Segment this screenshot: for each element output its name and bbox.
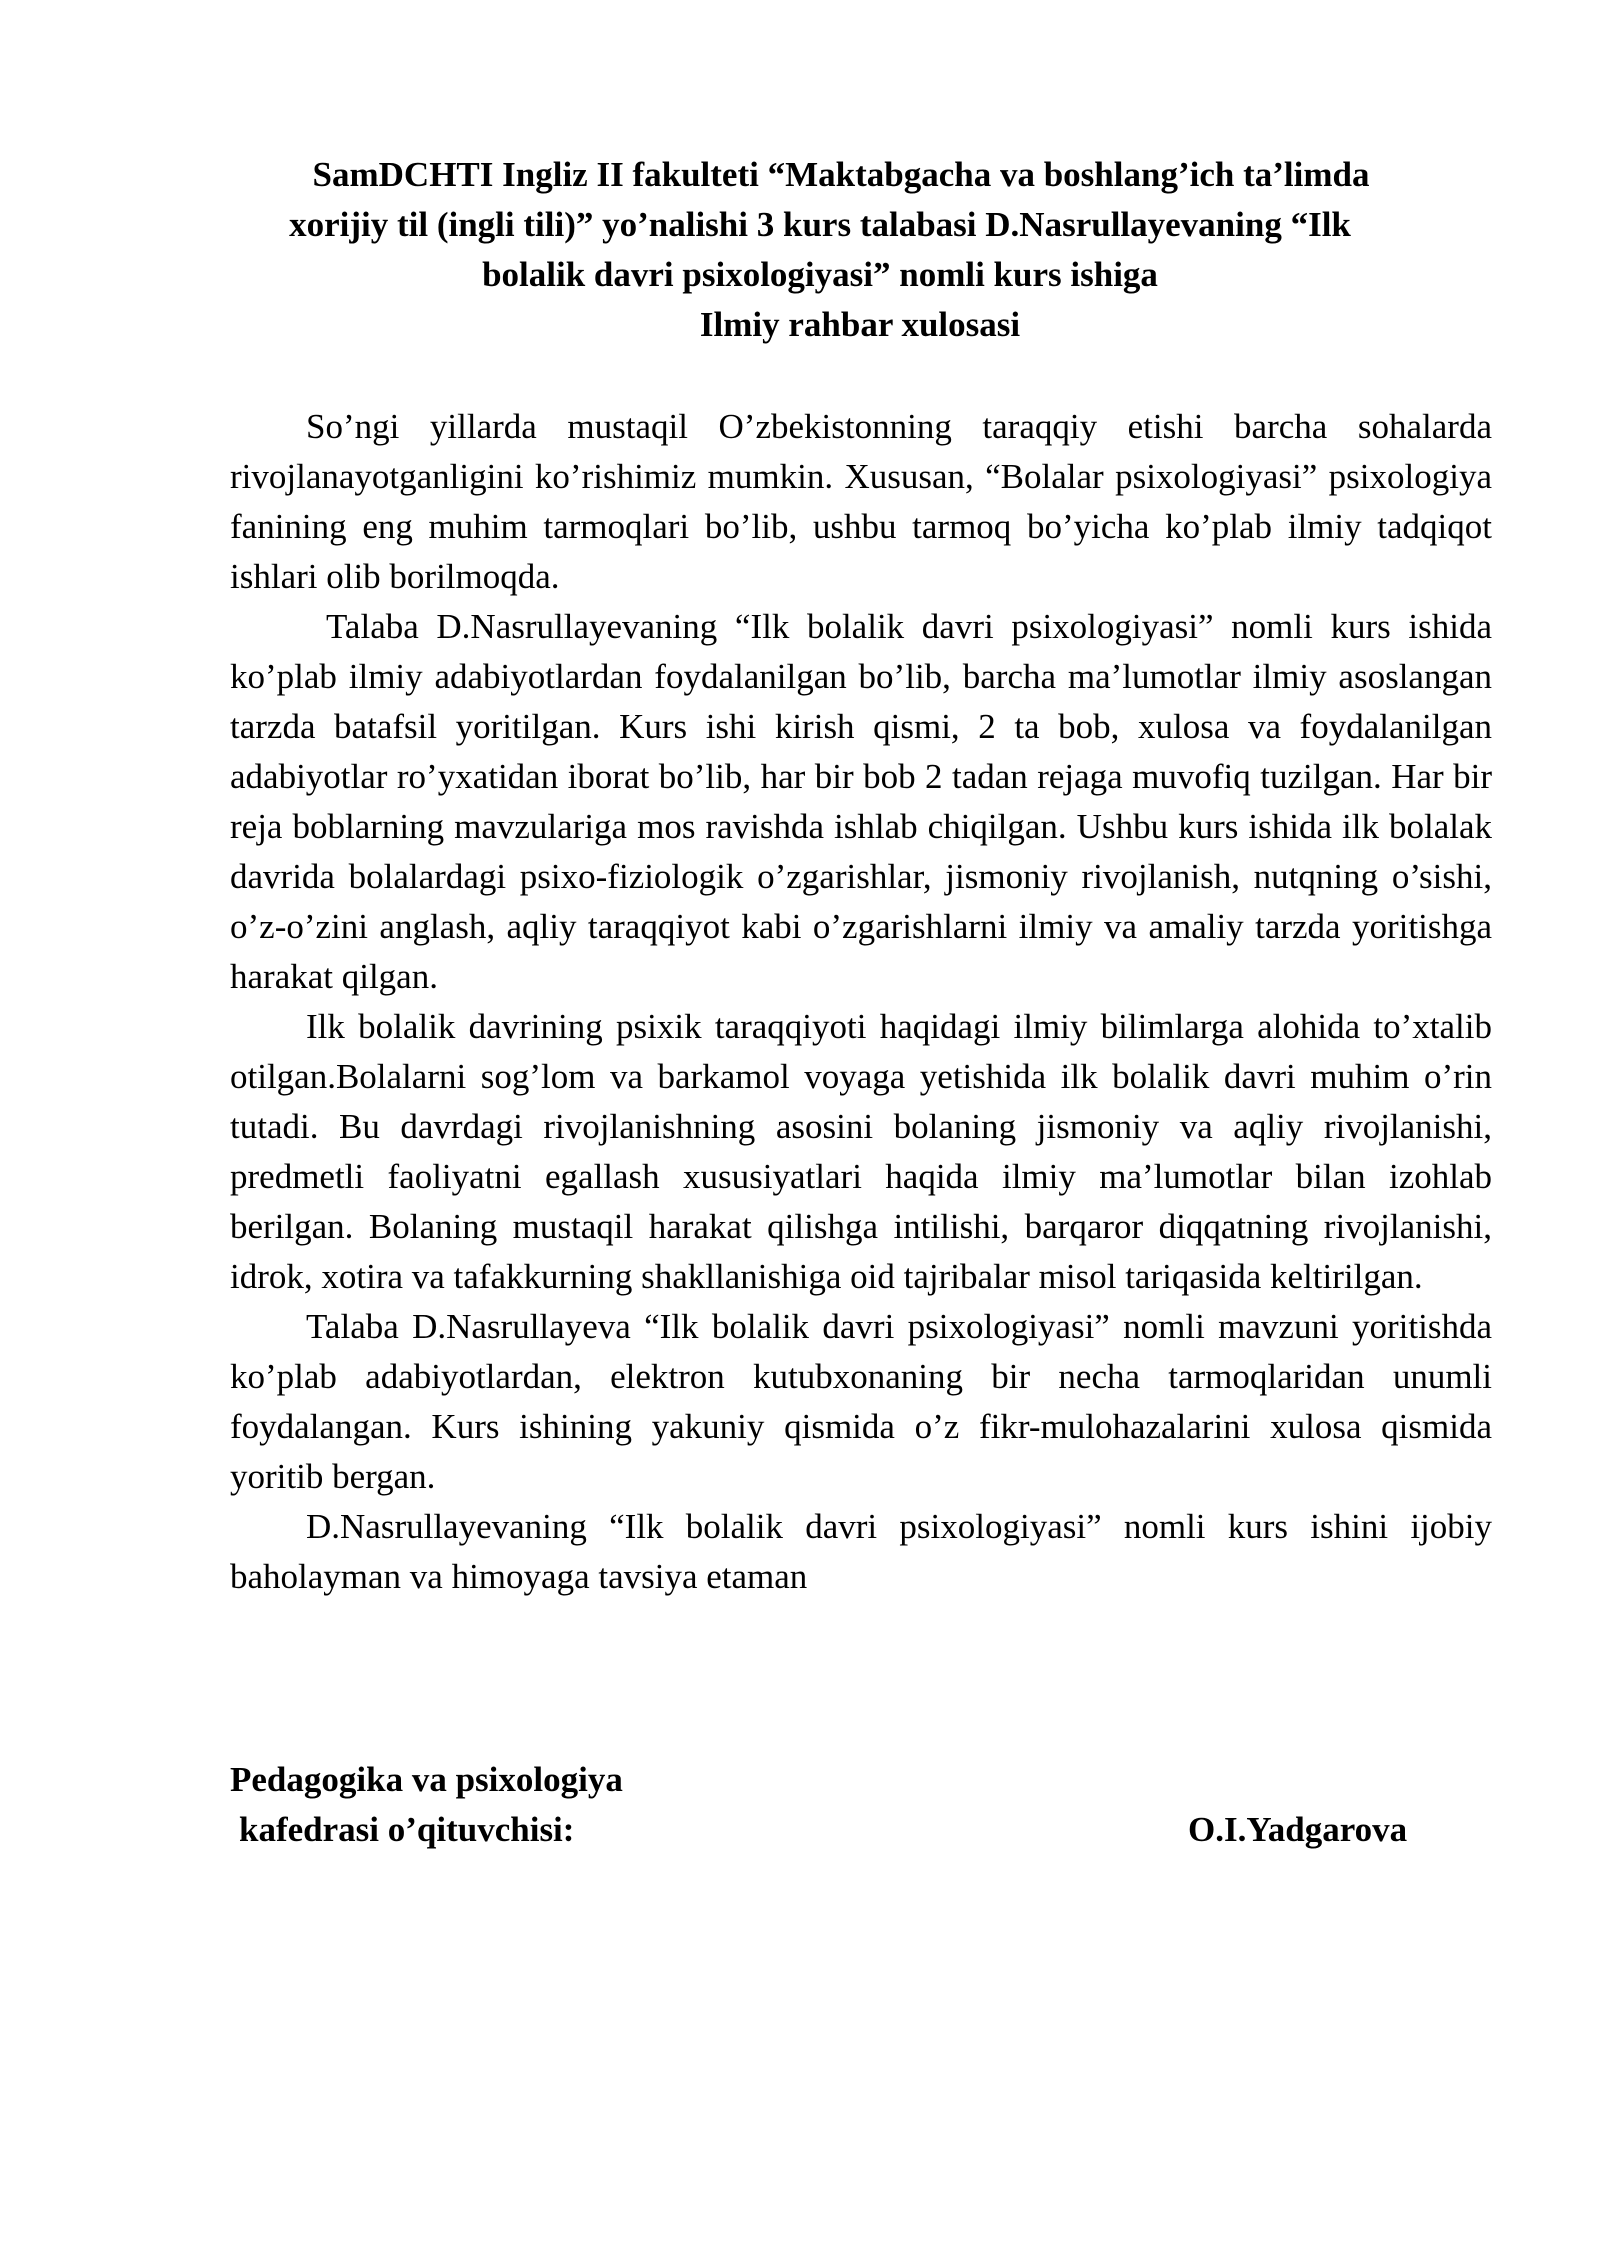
document-body bbox=[230, 402, 1492, 1602]
signature-role-line-2: kafedrasi o’qituvchisi: bbox=[239, 1810, 575, 1849]
paragraph: Ilk bolalik davrining psixik taraqqiyoti haqidagi ilmiy bilimlarga alohida to’xtalib otilgan.Bolalarni sog’lom va barkamol voyaga yetishida ilk bolalik davri muhim o’rin tutadi. Bu davrdagi rivojlanishning asosini bolaning jismoniy va aqliy rivojlanishi, predmetli faoliyatni egallash xususiyatlari haqida ilmiy ma’lumotlar bilan izohlab berilgan. Bolaning mustaqil harakat qilishga intilishi, barqaror diqqatning rivojlanishi, idrok, xotira va tafakkurning shakllanishiga oid tajribalar misol tariqasida keltirilgan. bbox=[230, 1007, 1492, 1296]
paragraph: So’ngi yillarda mustaqil O’zbekistonning taraqqiy etishi barcha sohalarda rivojlanayotganligini ko’rishimiz mumkin. Xususan, “Bolalar psixologiyasi” psixologiya fanining eng muhim tarmoqlari bo’lib, ushbu tarmoq bo’yicha ko’plab ilmiy tadqiqot ishlari olib borilmoqda. bbox=[230, 407, 1492, 596]
signature-name: O.I.Yadgarova bbox=[1188, 1810, 1408, 1849]
signature-role-line-1: Pedagogika va psixologiya bbox=[230, 1760, 623, 1799]
signature-block bbox=[230, 1755, 1430, 1855]
heading-line-3: bolalik davri psixologiyasi” nomli kurs ishiga bbox=[482, 255, 1158, 294]
signature-row bbox=[230, 1805, 1430, 1855]
heading-line-2: xorijiy til (ingli tili)” yo’nalishi 3 kurs talabasi D.Nasrullayevaning “Ilk bbox=[289, 205, 1351, 244]
document-heading bbox=[230, 150, 1410, 350]
paragraph: Talaba D.Nasrullayevaning “Ilk bolalik davri psixologiyasi” nomli kurs ishida ko’plab ilmiy adabiyotlardan foydalanilgan bo’lib, barcha ma’lumotlar ilmiy asoslangan tarzda batafsil yoritilgan. Kurs ishi kirish qismi, 2 ta bob, xulosa va foydalanilgan adabiyotlar ro’yxatidan iborat bo’lib, har bir bob 2 tadan rejaga muvofiq tuzilgan. Har bir reja boblarning mavzulariga mos ravishda ishlab chiqilgan. Ushbu kurs ishida ilk bolalak davrida bolalardagi psixo-fiziologik o’zgarishlar, jismoniy rivojlanish, nutqning o’sishi, o’z-o’zini anglash, aqliy taraqqiyot kabi o’zgarishlarni ilmiy va amaliy tarzda yoritishga harakat qilgan. bbox=[230, 607, 1492, 996]
paragraph: Talaba D.Nasrullayeva “Ilk bolalik davri psixologiyasi” nomli mavzuni yoritishda ko’plab adabiyotlardan, elektron kutubxonaning bir necha tarmoqlaridan unumli foydalangan. Kurs ishining yakuniy qismida o’z fikr-mulohazalarini xulosa qismida yoritib bergan. bbox=[230, 1307, 1492, 1496]
heading-title: Ilmiy rahbar xulosasi bbox=[699, 305, 1021, 344]
heading-line-1: SamDCHTI Ingliz II fakulteti “Maktabgacha va boshlang’ich ta’limda bbox=[312, 155, 1370, 194]
paragraph: D.Nasrullayevaning “Ilk bolalik davri psixologiyasi” nomli kurs ishini ijobiy baholayman va himoyaga tavsiya etaman bbox=[230, 1507, 1492, 1596]
